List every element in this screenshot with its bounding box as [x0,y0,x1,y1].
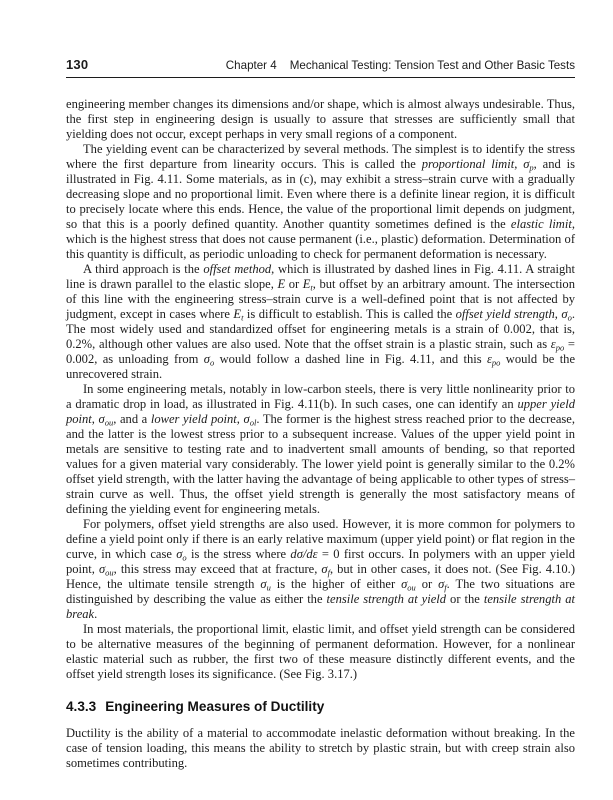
chapter-title: Mechanical Testing: Tension Test and Other Basic Tests [289,59,575,72]
math-subscript: f [444,582,447,593]
text-segment: Ductility is the ability of a material to accommodate inelastic deformation without breaking. In the case of tension loading, this means the ability to stretch by plastic strain, but with creep strain also sometimes contributing. [66,726,575,770]
text-segment: , and is illustrated in Fig. 4.11. Some materials, as in (c), may exhibit a stress–strain curve with a gradually decreasing slope and no proportional limit. Even where there is a definite linear region, it is difficult to precisely locate where this ends. Hence, the value of the proportional limit depends on judgment, so that this is a poorly defined quantity. Another quantity sometimes defined is the [66,157,575,231]
emphasis-text: σ [260,577,267,591]
text-segment: would be the unrecovered strain. [66,352,576,381]
emphasis-text: upper yield point [66,397,575,426]
math-subscript: ou [104,417,114,428]
emphasis-text: proportional limit [421,157,515,171]
paragraph [66,262,575,382]
emphasis-text: offset yield strength [455,307,555,321]
math-subscript: f [327,567,330,578]
text-segment: , but in other cases, it does not. (See Fig. 4.10.) Hence, the ultimate tensile strength [66,562,576,591]
paragraph [66,142,575,262]
emphasis-text: σ [98,562,106,576]
text-segment: , but offset by an arbitrary amount. The intersection of this line with the engineering stress–strain curve is a well-defined point that is not affected by judgment, except in cases where [66,277,575,321]
emphasis-text: σ [561,307,568,321]
emphasis-text: σ [98,412,105,426]
paragraph [66,726,575,771]
math-subscript: t [310,282,313,293]
emphasis-text: σ [401,577,408,591]
page-header [66,57,575,72]
text-segment: . [94,607,98,621]
chapter-running-head [226,59,575,72]
text-segment: , and a [113,412,151,426]
math-subscript: p [529,162,534,173]
text-segment: , [554,307,562,321]
emphasis-text: tensile strength at yield [326,592,447,606]
text-segment: , [91,412,99,426]
emphasis-text: E [277,277,286,291]
page-body [66,97,575,771]
text-segment: . The two situations are distinguished by describing the value as either the [66,577,575,606]
emphasis-text: E [302,277,311,291]
section-title: Engineering Measures of Ductility [105,699,325,714]
text-segment: , [236,412,244,426]
text-segment: . The former is the highest stress reached prior to the decrease, and the latter is the lowest stress prior to a subsequent increase. Values of the upper yield point in metals are sensitive to testing rate and to inadvertent small amounts of bending, so that reported values for a given material vary considerably. The lower yield point is generally similar to the 0.2% offset yield strength, with the latter having the advantage of being applicable to other types of stress–strain curve as well. Thus, the offset yield strength is generally the most satisfactory means of defining the yielding event for engineering metals. [66,412,575,516]
text-segment: would follow a dashed line in Fig. 4.11, and this [214,352,487,366]
text-segment: = 0.002, as unloading from [66,337,575,366]
text-segment: or [415,577,439,591]
emphasis-text: σ [523,157,530,171]
text-segment: , which is illustrated by dashed lines in Fig. 4.11. A straight line is drawn parallel to the elastic slope, [66,262,575,291]
math-subscript: o [210,357,215,368]
emphasis-text: dσ/dε [290,547,318,561]
text-segment: In some engineering metals, notably in low-carbon steels, there is very little nonlinearity prior to a dramatic drop in load, as illustrated in Fig. 4.11(b). In such cases, one can identify an [66,382,575,411]
math-subscript: ou [407,582,416,593]
emphasis-text: σ [438,577,445,591]
emphasis-text: σ [243,412,250,426]
section-number: 4.3.3 [66,699,97,714]
text-segment: = 0 first occurs. In polymers with an upper yield point, [66,547,575,576]
math-subscript: po [491,357,501,368]
text-segment: or the [446,592,484,606]
text-segment: is difficult to establish. This is called the [243,307,456,321]
text-segment: , [514,157,524,171]
emphasis-text: E [233,307,242,321]
paragraph [66,97,575,142]
chapter-label: Chapter 4 [225,59,277,72]
emphasis-text: elastic limit [510,217,572,231]
emphasis-text: tensile strength at break [66,592,575,621]
text-segment: , which is the highest stress that does not cause permanent (i.e., plastic) deformation. Determination of this quantity is difficult, as periodic unloading to check for permanent deformation is necessary. [66,217,575,261]
text-segment: A third approach is the [83,262,204,276]
paragraph [66,517,575,622]
emphasis-text: σ [321,562,328,576]
emphasis-text: offset method [203,262,272,276]
text-segment: engineering member changes its dimensions and/or shape, which is almost always undesirable. Thus, the first step in engineering design is usually to assure that stresses are sufficiently small that yielding does not occur, except perhaps in very small regions of a component. [66,97,575,141]
paragraph [66,622,575,682]
math-subscript: po [555,342,565,353]
math-subscript: o [567,312,572,323]
page-number: 130 [66,57,89,72]
math-subscript: t [241,312,244,323]
text-segment: , this stress may exceed that at fracture, [113,562,322,576]
text-segment: . The most widely used and standardized offset for engineering metals is a strain of 0.002, that is, 0.2%, although other values are also used. Note that the offset strain is a plastic strain, such as [66,307,575,351]
emphasis-text: σ [176,547,183,561]
math-subscript: u [266,582,271,593]
emphasis-text: ε [486,352,492,366]
header-rule [66,77,575,78]
emphasis-text: ε [550,337,556,351]
text-segment: is the stress where [186,547,291,561]
math-subscript: ol [249,417,257,428]
math-subscript: ou [105,567,114,578]
text-segment: The yielding event can be characterized by several methods. The simplest is to identify the stress where the first departure from linearity occurs. This is called the [66,142,575,171]
math-subscript: o [182,552,187,563]
emphasis-text: σ [203,352,210,366]
text-segment: In most materials, the proportional limit, elastic limit, and offset yield strength can be considered to be alternative measures of the beginning of permanent deformation. However, for a nonlinear elastic material such as rubber, the first two of these measure distinctly different events, and the offset yield strength loses its significance. (See Fig. 3.17.) [66,622,575,681]
text-segment: For polymers, offset yield strengths are also used. However, it is more common for polymers to define a yield point only if there is an early relative maximum (upper yield point) or flat region in the curve, in which case [66,517,575,561]
text-segment: is the higher of either [270,577,402,591]
emphasis-text: lower yield point [150,412,237,426]
paragraph [66,382,575,517]
section-heading [66,699,575,714]
text-segment: or [285,277,303,291]
